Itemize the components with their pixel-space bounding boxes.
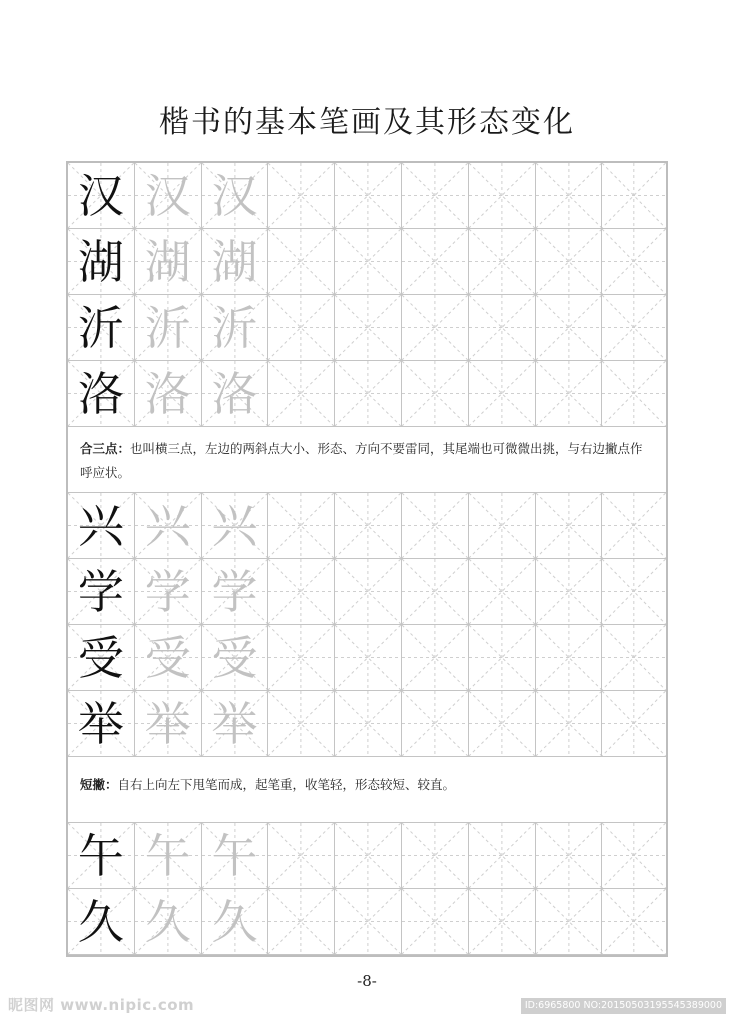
mi-grid-guides [402,295,468,360]
practice-row [68,493,666,559]
practice-cell [536,163,603,229]
mi-grid-guides [268,163,334,228]
model-cell [68,691,135,757]
trace-character: 湖 [211,234,258,289]
trace-character: 学 [211,564,258,619]
mi-grid-guides [268,889,334,954]
trace-character: 沂 [211,300,258,355]
trace-cell [135,823,202,889]
mi-grid-guides [536,361,602,426]
mi-grid-guides [402,889,468,954]
note-text: 也叫横三点，左边的两斜点大小、形态、方向不要雷同，其尾端也可微微出挑，与右边撇点作呼应状。 [80,441,643,480]
model-character: 午 [77,828,124,883]
model-cell [68,361,135,427]
mi-grid-guides [402,229,468,294]
model-cell [68,163,135,229]
trace-cell [135,559,202,625]
page-number: -8- [357,972,377,990]
model-cell [68,625,135,691]
practice-cell [469,493,536,559]
mi-grid-guides [602,163,666,228]
trace-cell [202,823,269,889]
trace-character: 学 [144,564,191,619]
practice-row [68,361,666,427]
model-cell [68,295,135,361]
practice-cell [469,229,536,295]
practice-cell [602,229,666,295]
trace-cell [135,625,202,691]
practice-cell [335,361,402,427]
practice-row [68,889,666,955]
practice-cell [335,295,402,361]
mi-grid-guides [335,625,401,690]
practice-row [68,823,666,889]
practice-cell [536,823,603,889]
mi-grid-guides [335,361,401,426]
practice-cell [536,625,603,691]
practice-cell [469,625,536,691]
practice-cell [335,163,402,229]
mi-grid-guides [602,295,666,360]
trace-character: 洛 [211,366,258,421]
mi-grid-guides [469,361,535,426]
practice-cell [268,295,335,361]
mi-grid-guides [602,691,666,756]
mi-grid-guides [335,295,401,360]
watermark-logo: 昵图网 www.nipic.com [8,996,195,1014]
model-character: 沂 [77,300,124,355]
trace-cell [202,229,269,295]
mi-grid-guides [268,625,334,690]
practice-row [68,163,666,229]
model-cell [68,823,135,889]
mi-grid-guides [602,361,666,426]
mi-grid-guides [469,559,535,624]
mi-grid-guides [469,823,535,888]
practice-cell [602,625,666,691]
trace-character: 沂 [144,300,191,355]
mi-grid-guides [402,625,468,690]
practice-cell [335,691,402,757]
practice-cell [469,361,536,427]
practice-row [68,691,666,757]
practice-cell [402,889,469,955]
trace-character: 久 [211,894,258,949]
practice-cell [268,625,335,691]
practice-cell [602,295,666,361]
practice-row [68,295,666,361]
mi-grid-guides [402,691,468,756]
trace-cell [202,691,269,757]
mi-grid-guides [268,229,334,294]
practice-cell [402,163,469,229]
trace-character: 受 [144,630,191,685]
practice-cell [268,691,335,757]
model-character: 举 [77,696,124,751]
mi-grid-guides [536,295,602,360]
practice-cell [335,889,402,955]
mi-grid-guides [268,823,334,888]
practice-cell [268,823,335,889]
practice-cell [602,163,666,229]
practice-cell [536,295,603,361]
practice-cell [268,889,335,955]
practice-cell [602,823,666,889]
practice-row [68,625,666,691]
mi-grid-guides [402,493,468,558]
practice-cell [469,163,536,229]
mi-grid-guides [335,493,401,558]
mi-grid-guides [469,691,535,756]
stroke-note [68,757,666,823]
trace-character: 举 [211,696,258,751]
trace-cell [135,493,202,559]
mi-grid-guides [602,625,666,690]
practice-cell [536,229,603,295]
trace-character: 汉 [144,168,191,223]
mi-grid-guides [536,889,602,954]
trace-cell [202,493,269,559]
trace-cell [135,229,202,295]
practice-cell [268,229,335,295]
mi-grid-guides [536,229,602,294]
practice-cell [536,493,603,559]
mi-grid-guides [268,559,334,624]
mi-grid-guides [335,691,401,756]
mi-grid-guides [536,823,602,888]
mi-grid-guides [602,493,666,558]
mi-grid-guides [536,559,602,624]
trace-character: 兴 [144,498,191,553]
trace-character: 洛 [144,366,191,421]
practice-cell [602,559,666,625]
model-character: 兴 [77,498,124,553]
trace-character: 湖 [144,234,191,289]
trace-cell [202,559,269,625]
page-title: 楷书的基本笔画及其形态变化 [159,105,575,140]
note-label: 合三点： [80,441,131,456]
trace-cell [202,625,269,691]
mi-grid-guides [469,163,535,228]
practice-cell [402,559,469,625]
trace-character: 久 [144,894,191,949]
model-character: 受 [77,630,124,685]
watermark-id: ID:6965800 NO:20150503195545389000 [521,998,726,1014]
trace-character: 午 [211,828,258,883]
trace-character: 举 [144,696,191,751]
practice-cell [402,691,469,757]
practice-cell [602,361,666,427]
trace-cell [202,295,269,361]
mi-grid-guides [536,691,602,756]
practice-cell [268,163,335,229]
model-cell [68,229,135,295]
practice-cell [268,361,335,427]
practice-cell [469,823,536,889]
model-character: 汉 [77,168,124,223]
practice-cell [402,295,469,361]
mi-grid-guides [335,229,401,294]
mi-grid-guides [469,229,535,294]
practice-cell [602,691,666,757]
practice-cell [469,691,536,757]
mi-grid-guides [536,625,602,690]
trace-cell [202,163,269,229]
trace-cell [202,889,269,955]
trace-cell [135,889,202,955]
trace-character: 汉 [211,168,258,223]
practice-cell [536,361,603,427]
mi-grid-guides [602,229,666,294]
practice-cell [335,559,402,625]
practice-sheet [66,161,668,957]
note-text: 自右上向左下甩笔而成，起笔重，收笔轻，形态较短、较直。 [117,777,456,792]
trace-cell [202,361,269,427]
model-cell [68,559,135,625]
trace-cell [135,691,202,757]
model-cell [68,889,135,955]
practice-cell [536,559,603,625]
mi-grid-guides [335,559,401,624]
practice-cell [268,493,335,559]
mi-grid-guides [268,361,334,426]
model-character: 湖 [77,234,124,289]
mi-grid-guides [602,559,666,624]
mi-grid-guides [469,625,535,690]
practice-cell [335,229,402,295]
practice-cell [268,559,335,625]
practice-row [68,559,666,625]
mi-grid-guides [536,163,602,228]
practice-cell [402,361,469,427]
trace-cell [135,295,202,361]
practice-cell [469,559,536,625]
stroke-note [68,427,666,493]
practice-cell [536,889,603,955]
practice-cell [335,625,402,691]
model-character: 洛 [77,366,124,421]
model-character: 久 [77,894,124,949]
mi-grid-guides [335,163,401,228]
practice-cell [335,823,402,889]
trace-character: 兴 [211,498,258,553]
mi-grid-guides [469,493,535,558]
mi-grid-guides [602,823,666,888]
mi-grid-guides [602,889,666,954]
model-character: 学 [77,564,124,619]
mi-grid-guides [402,163,468,228]
model-cell [68,493,135,559]
trace-character: 午 [144,828,191,883]
practice-cell [469,889,536,955]
mi-grid-guides [469,295,535,360]
practice-row [68,229,666,295]
trace-cell [135,163,202,229]
mi-grid-guides [268,691,334,756]
mi-grid-guides [536,493,602,558]
practice-cell [469,295,536,361]
practice-cell [602,889,666,955]
practice-cell [402,823,469,889]
mi-grid-guides [469,889,535,954]
trace-character: 受 [211,630,258,685]
mi-grid-guides [268,295,334,360]
mi-grid-guides [335,823,401,888]
mi-grid-guides [402,823,468,888]
practice-cell [602,493,666,559]
mi-grid-guides [335,889,401,954]
practice-cell [402,625,469,691]
trace-cell [135,361,202,427]
practice-cell [536,691,603,757]
note-label: 短撇： [80,777,118,792]
mi-grid-guides [268,493,334,558]
practice-cell [402,493,469,559]
mi-grid-guides [402,361,468,426]
practice-cell [335,493,402,559]
mi-grid-guides [402,559,468,624]
practice-cell [402,229,469,295]
